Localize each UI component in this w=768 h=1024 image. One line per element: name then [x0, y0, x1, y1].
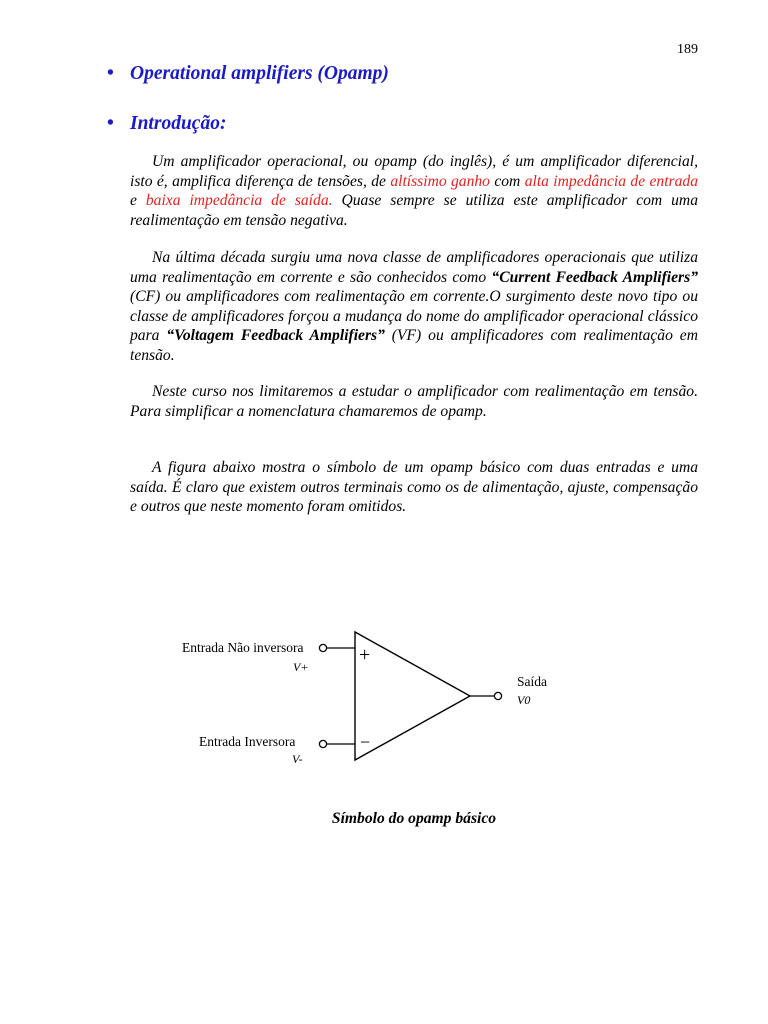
- inverting-input-variable: V-: [292, 752, 303, 766]
- highlight-high-input-impedance: alta impedância de entrada: [524, 172, 698, 190]
- heading-text-intro: Introdução:: [130, 113, 227, 134]
- paragraph-course-scope: Neste curso nos limitaremos a estudar o amplificador com realimentação em tensão. Para simplificar a nomenclatura chamaremos de opamp.: [130, 383, 698, 420]
- noninverting-input-terminal: [319, 644, 326, 651]
- bullet-icon: •: [107, 63, 114, 84]
- noninverting-input-label: Entrada Não inversora: [182, 640, 304, 655]
- minus-sign: −: [360, 732, 371, 752]
- term-voltage-feedback: “Voltagem Feedback Amplifiers”: [166, 327, 385, 344]
- text-span: com: [489, 172, 525, 190]
- opamp-triangle: [355, 632, 470, 760]
- inverting-input-terminal: [319, 740, 326, 747]
- text-span: (CF) ou amplificadores com realimentação em corrente.O surgimento deste novo tipo ou classe de amplificadores forçou a mudança do nome do amplificador operacional clássico para: [130, 288, 698, 344]
- noninverting-input-variable: V+: [293, 660, 309, 674]
- section-heading-opamp: [107, 63, 389, 85]
- plus-sign: +: [359, 644, 371, 666]
- text-span: (VF) ou amplificadores com realimentação em tensão.: [130, 327, 698, 364]
- page-number: 189: [677, 42, 698, 57]
- text-span: Quase sempre se utiliza este amplificador com uma realimentação em tensão negativa.: [130, 192, 698, 229]
- figure-caption: Símbolo do opamp básico: [331, 810, 497, 827]
- heading-text-opamp: Operational amplifiers (Opamp): [130, 63, 389, 84]
- output-variable: V0: [517, 693, 531, 707]
- text-span: e: [130, 192, 146, 209]
- paragraph-figure-intro: A figura abaixo mostra o símbolo de um opamp básico com duas entradas e uma saída. É claro que existem outros terminais como os de alimentação, ajuste, compensação e outros que neste momento foram omitidos.: [130, 459, 698, 515]
- highlight-low-output-impedance: baixa impedância de saída.: [145, 192, 333, 209]
- output-label: Saída: [517, 674, 547, 689]
- section-heading-intro: [107, 113, 226, 135]
- term-current-feedback: “Current Feedback Amplifiers”: [491, 268, 698, 286]
- text-span: Um amplificador operacional, ou opamp (do inglês), é um amplificador diferencial, isto é, amplifica diferença de tensões, de: [130, 153, 698, 190]
- highlight-high-gain: altíssimo ganho: [390, 172, 490, 190]
- text-span: Na última década surgiu uma nova classe de amplificadores operacionais que utiliza uma realimentação em corrente e são conhecidos como: [130, 249, 698, 286]
- output-terminal: [494, 692, 501, 699]
- paragraph-definition: [130, 152, 698, 230]
- paragraph-current-feedback: [130, 248, 698, 365]
- bullet-icon: •: [107, 113, 114, 134]
- inverting-input-label: Entrada Inversora: [199, 734, 296, 749]
